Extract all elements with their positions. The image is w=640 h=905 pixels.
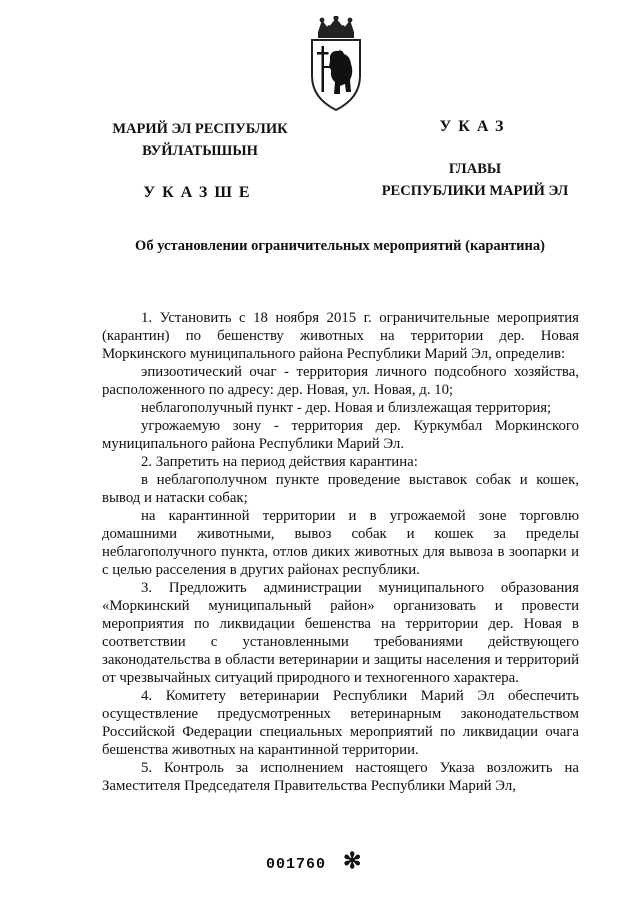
- header-left-block: [90, 118, 310, 204]
- paragraph-1-zone: угрожаемую зону - территория дер. Куркумбал Моркинского муниципального района Республики Марий Эл.: [102, 418, 579, 452]
- paragraph-2-territory: на карантинной территории и в угрожаемой зоне торговлю домашними животными, вывоз собак и кошек за пределы неблагополучного пункта, отлов диких животных для вывоза в зоопарки и с целью расселения в других районах республики.: [102, 508, 579, 578]
- paragraph-4: 4. Комитету ветеринарии Республики Марий Эл обеспечить осуществление предусмотренных ветеринарным законодательством Российской Федерации специальных мероприятий по ликвидации очага бешенства животных на карантинной территории.: [102, 688, 579, 758]
- header-left-line2: ВУЙЛАТЫШЫН: [142, 143, 258, 159]
- paragraph-3: 3. Предложить администрации муниципального образования «Моркинский муниципальный район» организовать и провести мероприятия по ликвидации бешенства на территории дер. Новая в соответствии с установленными требованиями действующего законодательства в области ветеринарии и защиты населения и территорий от чрезвычайных ситуаций природного и техногенного характера.: [102, 580, 579, 686]
- document-title: Об установлении ограничительных мероприятий (карантина): [135, 238, 545, 254]
- paragraph-1-point: неблагополучный пункт - дер. Новая и близлежащая территория;: [141, 400, 552, 416]
- header-left-decree-label: УКАЗШЕ: [143, 184, 257, 201]
- paragraph-1-focus: эпизоотический очаг - территория личного подсобного хозяйства, расположенного по адресу: дер. Новая, ул. Новая, д. 10;: [102, 364, 579, 398]
- paragraph-1: 1. Установить с 18 ноября 2015 г. ограничительные мероприятия (карантин) по бешенству животных на территории дер. Новая Моркинского муниципального района Республики Марий Эл, определив:: [102, 310, 579, 362]
- header-right-decree-label: УКАЗ: [439, 118, 511, 135]
- coat-of-arms-emblem: [296, 16, 376, 112]
- paragraph-2: 2. Запретить на период действия карантина:: [141, 454, 418, 470]
- crown-icon: [318, 16, 354, 38]
- header-right-line2: ГЛАВЫ: [448, 161, 502, 177]
- document-body: [102, 309, 579, 795]
- paragraph-2-point: в неблагополучном пункте проведение выставок собак и кошек, вывод и натаски собак;: [102, 472, 579, 506]
- header-right-line3: РЕСПУБЛИКИ МАРИЙ ЭЛ: [381, 183, 569, 199]
- asterisk-mark: ✻: [343, 848, 362, 873]
- document-serial-number: 001760: [266, 856, 327, 873]
- header-left-line1: МАРИЙ ЭЛ РЕСПУБЛИК: [112, 121, 288, 137]
- paragraph-5: 5. Контроль за исполнением настоящего Указа возложить на Заместителя Председателя Правительства Республики Марий Эл,: [102, 760, 579, 794]
- header-right-block: [350, 116, 600, 202]
